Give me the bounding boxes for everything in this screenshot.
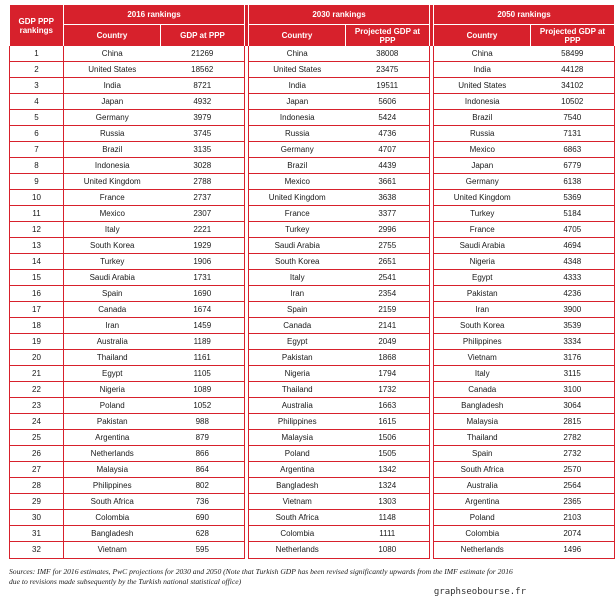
gdp-2030-cell: 4707 bbox=[346, 142, 430, 158]
gdp-2030-cell: 1148 bbox=[346, 510, 430, 526]
rank-cell: 4 bbox=[10, 94, 64, 110]
gdp-2050-cell: 4236 bbox=[531, 286, 615, 302]
gdp-2050-cell: 3176 bbox=[531, 350, 615, 366]
table-row bbox=[10, 302, 615, 318]
table-row bbox=[10, 446, 615, 462]
country-2016-cell: United Kingdom bbox=[64, 174, 161, 190]
gdp-2016-cell: 2307 bbox=[161, 206, 245, 222]
gdp-header-2050: Projected GDP at PPP bbox=[531, 25, 615, 47]
gdp-2030-cell: 4439 bbox=[346, 158, 430, 174]
country-2016-cell: Turkey bbox=[64, 254, 161, 270]
gdp-2030-cell: 1663 bbox=[346, 398, 430, 414]
table-row bbox=[10, 382, 615, 398]
table-row bbox=[10, 142, 615, 158]
group-header-2030: 2030 rankings bbox=[249, 5, 430, 25]
rank-cell: 1 bbox=[10, 46, 64, 62]
country-2050-cell: United Kingdom bbox=[434, 190, 531, 206]
rank-cell: 14 bbox=[10, 254, 64, 270]
country-2030-cell: Italy bbox=[249, 270, 346, 286]
country-header-2030: Country bbox=[249, 25, 346, 47]
gdp-2016-cell: 4932 bbox=[161, 94, 245, 110]
country-2030-cell: Thailand bbox=[249, 382, 346, 398]
country-2030-cell: Iran bbox=[249, 286, 346, 302]
country-2016-cell: China bbox=[64, 46, 161, 62]
rank-column-header: GDP PPP rankings bbox=[10, 5, 64, 46]
country-2050-cell: Italy bbox=[434, 366, 531, 382]
table-row bbox=[10, 46, 615, 62]
country-2050-cell: France bbox=[434, 222, 531, 238]
gdp-2030-cell: 2541 bbox=[346, 270, 430, 286]
country-2016-cell: Spain bbox=[64, 286, 161, 302]
rank-cell: 29 bbox=[10, 494, 64, 510]
rank-cell: 16 bbox=[10, 286, 64, 302]
country-2030-cell: Argentina bbox=[249, 462, 346, 478]
gdp-2050-cell: 2815 bbox=[531, 414, 615, 430]
rank-cell: 22 bbox=[10, 382, 64, 398]
rank-cell: 19 bbox=[10, 334, 64, 350]
gdp-2016-cell: 1161 bbox=[161, 350, 245, 366]
gdp-2030-cell: 1111 bbox=[346, 526, 430, 542]
gdp-2016-cell: 2788 bbox=[161, 174, 245, 190]
country-2030-cell: Pakistan bbox=[249, 350, 346, 366]
country-2016-cell: Iran bbox=[64, 318, 161, 334]
gdp-2050-cell: 5369 bbox=[531, 190, 615, 206]
rank-cell: 17 bbox=[10, 302, 64, 318]
country-2016-cell: Poland bbox=[64, 398, 161, 414]
gdp-2030-cell: 1506 bbox=[346, 430, 430, 446]
gdp-2030-cell: 2049 bbox=[346, 334, 430, 350]
table-row bbox=[10, 110, 615, 126]
country-2050-cell: Turkey bbox=[434, 206, 531, 222]
table-row bbox=[10, 430, 615, 446]
rank-cell: 31 bbox=[10, 526, 64, 542]
country-2016-cell: Philippines bbox=[64, 478, 161, 494]
country-2030-cell: South Korea bbox=[249, 254, 346, 270]
country-2050-cell: Brazil bbox=[434, 110, 531, 126]
table-row bbox=[10, 78, 615, 94]
gdp-2016-cell: 1189 bbox=[161, 334, 245, 350]
rank-cell: 6 bbox=[10, 126, 64, 142]
table-row bbox=[10, 254, 615, 270]
rank-cell: 32 bbox=[10, 542, 64, 558]
gdp-2030-cell: 5606 bbox=[346, 94, 430, 110]
table-row bbox=[10, 222, 615, 238]
country-2050-cell: Malaysia bbox=[434, 414, 531, 430]
gdp-2050-cell: 2103 bbox=[531, 510, 615, 526]
gdp-2030-cell: 2159 bbox=[346, 302, 430, 318]
country-2050-cell: Japan bbox=[434, 158, 531, 174]
gdp-2016-cell: 879 bbox=[161, 430, 245, 446]
country-2050-cell: Bangladesh bbox=[434, 398, 531, 414]
country-2030-cell: Spain bbox=[249, 302, 346, 318]
table-row bbox=[10, 126, 615, 142]
rank-cell: 7 bbox=[10, 142, 64, 158]
country-2030-cell: Malaysia bbox=[249, 430, 346, 446]
gdp-2030-cell: 1303 bbox=[346, 494, 430, 510]
group-header-2016: 2016 rankings bbox=[64, 5, 245, 25]
country-2030-cell: United Kingdom bbox=[249, 190, 346, 206]
gdp-2050-cell: 3334 bbox=[531, 334, 615, 350]
table-row bbox=[10, 270, 615, 286]
country-2050-cell: Iran bbox=[434, 302, 531, 318]
gdp-2030-cell: 19511 bbox=[346, 78, 430, 94]
country-2050-cell: Saudi Arabia bbox=[434, 238, 531, 254]
gdp-2030-cell: 1794 bbox=[346, 366, 430, 382]
country-2050-cell: Germany bbox=[434, 174, 531, 190]
gdp-2016-cell: 802 bbox=[161, 478, 245, 494]
country-2050-cell: China bbox=[434, 46, 531, 62]
gdp-2050-cell: 7131 bbox=[531, 126, 615, 142]
country-2030-cell: Netherlands bbox=[249, 542, 346, 558]
rank-cell: 18 bbox=[10, 318, 64, 334]
table-row bbox=[10, 206, 615, 222]
country-2016-cell: Egypt bbox=[64, 366, 161, 382]
country-2016-cell: France bbox=[64, 190, 161, 206]
country-header-2016: Country bbox=[64, 25, 161, 47]
country-2030-cell: Vietnam bbox=[249, 494, 346, 510]
gdp-2030-cell: 2996 bbox=[346, 222, 430, 238]
country-2016-cell: India bbox=[64, 78, 161, 94]
gdp-2016-cell: 18562 bbox=[161, 62, 245, 78]
gdp-2050-cell: 4348 bbox=[531, 254, 615, 270]
rank-cell: 11 bbox=[10, 206, 64, 222]
header-row-groups bbox=[10, 5, 615, 25]
rank-cell: 24 bbox=[10, 414, 64, 430]
table-row bbox=[10, 334, 615, 350]
country-2030-cell: Colombia bbox=[249, 526, 346, 542]
rankings-table-container bbox=[9, 5, 606, 559]
gdp-2030-cell: 1505 bbox=[346, 446, 430, 462]
gdp-2016-cell: 1089 bbox=[161, 382, 245, 398]
country-2016-cell: South Africa bbox=[64, 494, 161, 510]
gdp-2030-cell: 2141 bbox=[346, 318, 430, 334]
country-2030-cell: Russia bbox=[249, 126, 346, 142]
gdp-2030-cell: 1342 bbox=[346, 462, 430, 478]
gdp-2016-cell: 1459 bbox=[161, 318, 245, 334]
table-row bbox=[10, 158, 615, 174]
gdp-2050-cell: 3115 bbox=[531, 366, 615, 382]
rank-cell: 23 bbox=[10, 398, 64, 414]
rank-cell: 28 bbox=[10, 478, 64, 494]
gdp-2016-cell: 8721 bbox=[161, 78, 245, 94]
country-2016-cell: Pakistan bbox=[64, 414, 161, 430]
rank-cell: 9 bbox=[10, 174, 64, 190]
gdp-2030-cell: 23475 bbox=[346, 62, 430, 78]
country-2050-cell: South Korea bbox=[434, 318, 531, 334]
country-2030-cell: Philippines bbox=[249, 414, 346, 430]
gdp-2050-cell: 58499 bbox=[531, 46, 615, 62]
country-2050-cell: Poland bbox=[434, 510, 531, 526]
gdp-2030-cell: 1615 bbox=[346, 414, 430, 430]
rank-cell: 12 bbox=[10, 222, 64, 238]
country-2016-cell: Indonesia bbox=[64, 158, 161, 174]
gdp-2030-cell: 2755 bbox=[346, 238, 430, 254]
gdp-2030-cell: 4736 bbox=[346, 126, 430, 142]
gdp-2050-cell: 3539 bbox=[531, 318, 615, 334]
country-2016-cell: Malaysia bbox=[64, 462, 161, 478]
country-2050-cell: South Africa bbox=[434, 462, 531, 478]
gdp-2030-cell: 5424 bbox=[346, 110, 430, 126]
country-2016-cell: Russia bbox=[64, 126, 161, 142]
country-2016-cell: Mexico bbox=[64, 206, 161, 222]
table-row bbox=[10, 510, 615, 526]
country-2050-cell: Thailand bbox=[434, 430, 531, 446]
country-2030-cell: India bbox=[249, 78, 346, 94]
gdp-2016-cell: 1929 bbox=[161, 238, 245, 254]
country-2030-cell: Nigeria bbox=[249, 366, 346, 382]
gdp-2030-cell: 3638 bbox=[346, 190, 430, 206]
country-2030-cell: Germany bbox=[249, 142, 346, 158]
gdp-2016-cell: 628 bbox=[161, 526, 245, 542]
country-2030-cell: United States bbox=[249, 62, 346, 78]
country-2016-cell: Brazil bbox=[64, 142, 161, 158]
rank-cell: 10 bbox=[10, 190, 64, 206]
country-2050-cell: Indonesia bbox=[434, 94, 531, 110]
country-2050-cell: Spain bbox=[434, 446, 531, 462]
country-2050-cell: Canada bbox=[434, 382, 531, 398]
country-header-2050: Country bbox=[434, 25, 531, 47]
country-2016-cell: Germany bbox=[64, 110, 161, 126]
gdp-header-2030: Projected GDP at PPP bbox=[346, 25, 430, 47]
gdp-2050-cell: 5184 bbox=[531, 206, 615, 222]
gdp-2030-cell: 38008 bbox=[346, 46, 430, 62]
country-2030-cell: Turkey bbox=[249, 222, 346, 238]
group-header-2050: 2050 rankings bbox=[434, 5, 615, 25]
rank-cell: 20 bbox=[10, 350, 64, 366]
country-2050-cell: Vietnam bbox=[434, 350, 531, 366]
gdp-2016-cell: 864 bbox=[161, 462, 245, 478]
gdp-2016-cell: 3979 bbox=[161, 110, 245, 126]
country-2050-cell: Netherlands bbox=[434, 542, 531, 558]
country-2030-cell: South Africa bbox=[249, 510, 346, 526]
rank-cell: 8 bbox=[10, 158, 64, 174]
table-row bbox=[10, 318, 615, 334]
country-2050-cell: Argentina bbox=[434, 494, 531, 510]
table-row bbox=[10, 286, 615, 302]
country-2030-cell: Mexico bbox=[249, 174, 346, 190]
country-2016-cell: Australia bbox=[64, 334, 161, 350]
table-row bbox=[10, 62, 615, 78]
gdp-2030-cell: 3377 bbox=[346, 206, 430, 222]
source-note: Sources: IMF for 2016 estimates, PwC projections for 2030 and 2050 (Note that Turkish GDP has been revised significantly upwards from the IMF estimate for 2016 due to revisions made subsequently by the Turkish national statistical office) bbox=[9, 567, 513, 586]
table-row bbox=[10, 462, 615, 478]
country-2016-cell: United States bbox=[64, 62, 161, 78]
gdp-2050-cell: 6863 bbox=[531, 142, 615, 158]
country-2016-cell: Colombia bbox=[64, 510, 161, 526]
gdp-2016-cell: 690 bbox=[161, 510, 245, 526]
country-2030-cell: France bbox=[249, 206, 346, 222]
gdp-2016-cell: 1731 bbox=[161, 270, 245, 286]
gdp-2016-cell: 1906 bbox=[161, 254, 245, 270]
rank-cell: 2 bbox=[10, 62, 64, 78]
gdp-2050-cell: 6138 bbox=[531, 174, 615, 190]
gdp-2050-cell: 4694 bbox=[531, 238, 615, 254]
table-row bbox=[10, 238, 615, 254]
gdp-2016-cell: 866 bbox=[161, 446, 245, 462]
gdp-2050-cell: 6779 bbox=[531, 158, 615, 174]
table-row bbox=[10, 542, 615, 558]
table-row bbox=[10, 478, 615, 494]
rank-cell: 15 bbox=[10, 270, 64, 286]
country-2050-cell: Russia bbox=[434, 126, 531, 142]
table-row bbox=[10, 398, 615, 414]
table-row bbox=[10, 366, 615, 382]
country-2016-cell: Canada bbox=[64, 302, 161, 318]
table-row bbox=[10, 526, 615, 542]
gdp-2016-cell: 988 bbox=[161, 414, 245, 430]
gdp-2050-cell: 7540 bbox=[531, 110, 615, 126]
country-2030-cell: Egypt bbox=[249, 334, 346, 350]
country-2016-cell: Thailand bbox=[64, 350, 161, 366]
gdp-2016-cell: 3135 bbox=[161, 142, 245, 158]
country-2030-cell: Japan bbox=[249, 94, 346, 110]
country-2050-cell: United States bbox=[434, 78, 531, 94]
country-2016-cell: Argentina bbox=[64, 430, 161, 446]
gdp-2030-cell: 3661 bbox=[346, 174, 430, 190]
country-2016-cell: Saudi Arabia bbox=[64, 270, 161, 286]
gdp-2016-cell: 1674 bbox=[161, 302, 245, 318]
gdp-2016-cell: 1052 bbox=[161, 398, 245, 414]
rank-cell: 30 bbox=[10, 510, 64, 526]
gdp-2050-cell: 3064 bbox=[531, 398, 615, 414]
country-2050-cell: Mexico bbox=[434, 142, 531, 158]
table-row bbox=[10, 494, 615, 510]
gdp-2050-cell: 3900 bbox=[531, 302, 615, 318]
gdp-ppp-rankings-table bbox=[9, 5, 615, 559]
gdp-2030-cell: 2651 bbox=[346, 254, 430, 270]
gdp-2050-cell: 44128 bbox=[531, 62, 615, 78]
country-2030-cell: Bangladesh bbox=[249, 478, 346, 494]
gdp-2050-cell: 34102 bbox=[531, 78, 615, 94]
gdp-2016-cell: 3745 bbox=[161, 126, 245, 142]
table-row bbox=[10, 174, 615, 190]
country-2016-cell: Italy bbox=[64, 222, 161, 238]
table-row bbox=[10, 94, 615, 110]
country-2050-cell: Australia bbox=[434, 478, 531, 494]
gdp-2016-cell: 21269 bbox=[161, 46, 245, 62]
gdp-2050-cell: 4705 bbox=[531, 222, 615, 238]
gdp-2050-cell: 3100 bbox=[531, 382, 615, 398]
gdp-2050-cell: 2365 bbox=[531, 494, 615, 510]
table-row bbox=[10, 190, 615, 206]
gdp-2030-cell: 2354 bbox=[346, 286, 430, 302]
gdp-2050-cell: 2782 bbox=[531, 430, 615, 446]
country-2016-cell: Bangladesh bbox=[64, 526, 161, 542]
rankings-body bbox=[10, 46, 615, 558]
gdp-2050-cell: 2570 bbox=[531, 462, 615, 478]
rank-cell: 13 bbox=[10, 238, 64, 254]
header-row-columns bbox=[10, 25, 615, 47]
country-2030-cell: Indonesia bbox=[249, 110, 346, 126]
gdp-header-2016: GDP at PPP bbox=[161, 25, 245, 47]
country-2030-cell: Australia bbox=[249, 398, 346, 414]
gdp-2016-cell: 1105 bbox=[161, 366, 245, 382]
gdp-2016-cell: 595 bbox=[161, 542, 245, 558]
watermark: graphseobourse.fr bbox=[433, 587, 526, 597]
country-2050-cell: Pakistan bbox=[434, 286, 531, 302]
gdp-2016-cell: 736 bbox=[161, 494, 245, 510]
country-2030-cell: Brazil bbox=[249, 158, 346, 174]
country-2050-cell: Nigeria bbox=[434, 254, 531, 270]
gdp-2050-cell: 10502 bbox=[531, 94, 615, 110]
country-2030-cell: Canada bbox=[249, 318, 346, 334]
rank-cell: 21 bbox=[10, 366, 64, 382]
gdp-2016-cell: 2737 bbox=[161, 190, 245, 206]
gdp-2030-cell: 1732 bbox=[346, 382, 430, 398]
country-2016-cell: Nigeria bbox=[64, 382, 161, 398]
gdp-2050-cell: 2074 bbox=[531, 526, 615, 542]
country-2016-cell: South Korea bbox=[64, 238, 161, 254]
country-2050-cell: Egypt bbox=[434, 270, 531, 286]
rank-cell: 3 bbox=[10, 78, 64, 94]
country-2050-cell: Philippines bbox=[434, 334, 531, 350]
country-2016-cell: Netherlands bbox=[64, 446, 161, 462]
gdp-2030-cell: 1324 bbox=[346, 478, 430, 494]
rank-cell: 25 bbox=[10, 430, 64, 446]
gdp-2030-cell: 1868 bbox=[346, 350, 430, 366]
country-2016-cell: Japan bbox=[64, 94, 161, 110]
gdp-2016-cell: 3028 bbox=[161, 158, 245, 174]
country-2016-cell: Vietnam bbox=[64, 542, 161, 558]
country-2030-cell: Poland bbox=[249, 446, 346, 462]
country-2030-cell: China bbox=[249, 46, 346, 62]
rank-cell: 5 bbox=[10, 110, 64, 126]
gdp-2050-cell: 1496 bbox=[531, 542, 615, 558]
country-2050-cell: Colombia bbox=[434, 526, 531, 542]
gdp-2050-cell: 2732 bbox=[531, 446, 615, 462]
gdp-2050-cell: 2564 bbox=[531, 478, 615, 494]
table-row bbox=[10, 350, 615, 366]
rank-cell: 26 bbox=[10, 446, 64, 462]
gdp-2016-cell: 2221 bbox=[161, 222, 245, 238]
table-row bbox=[10, 414, 615, 430]
rank-cell: 27 bbox=[10, 462, 64, 478]
gdp-2030-cell: 1080 bbox=[346, 542, 430, 558]
country-2030-cell: Saudi Arabia bbox=[249, 238, 346, 254]
gdp-2050-cell: 4333 bbox=[531, 270, 615, 286]
country-2050-cell: India bbox=[434, 62, 531, 78]
gdp-2016-cell: 1690 bbox=[161, 286, 245, 302]
